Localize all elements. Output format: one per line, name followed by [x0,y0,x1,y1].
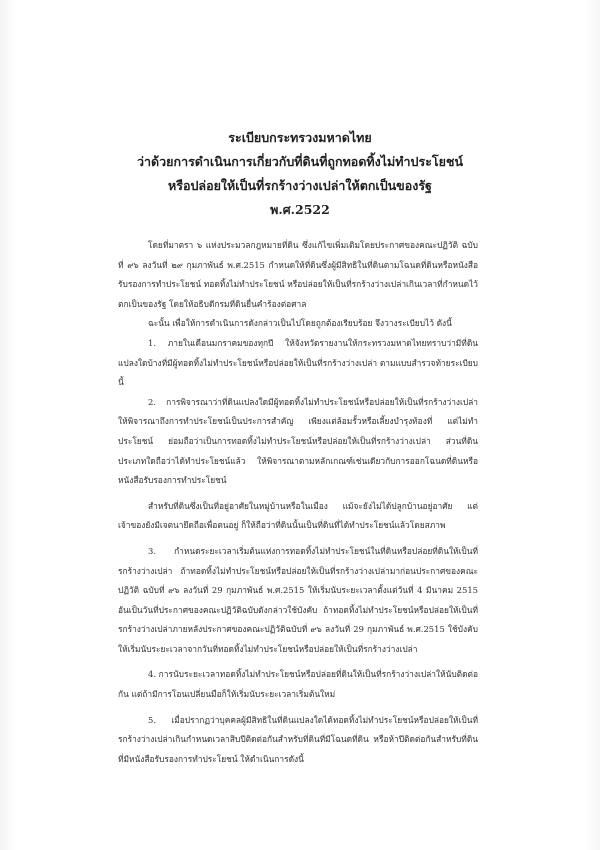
preamble-paragraph: ฉะนั้น เพื่อให้การดำเนินการดังกล่าวเป็นไปโดยถูกต้องเรียบร้อย จึงวางระเบียบไว้ ดังนี้ [148,318,452,329]
regulation-title: ระเบียบกระทรวงมหาดไทย [228,130,372,145]
clause-4: 4. การนับระยะเวลาทอดทิ้งไม่ทำประโยชน์หรือปล่อยที่ดินให้เป็นที่รกร้างว่างเปล่าให้นับติดต่อกัน แต่ถ้ามีการโอนเปลี่ยนมือก็ให้เริ่มนับระยะเวลาเริ่มต้นใหม่ [118,669,478,700]
regulation-year: พ.ศ.2522 [270,202,330,217]
clause-5: 5. เมื่อปรากฏว่าบุคคลผู้มีสิทธิในที่ดินแปลงใดได้ทอดทิ้งไม่ทำประโยชน์หรือปล่อยให้เป็นที่รกร้างว่างเปล่าเกินกำหนดเวลาสิบปีติดต่อกันสำหรับที่ดินที่มีโฉนดที่ดิน หรือห้าปีติดต่อกันสำหรับที่ดินที่มีหนังสือรับรองการทำประโยชน์ ให้ดำเนินการดังนี้ [118,714,478,764]
regulation-subject-line-2: หรือปล่อยให้เป็นที่รกร้างว่างเปล่าให้ตกเป็นของรัฐ [168,178,432,193]
clause-1: 1. ภายในเดือนมกราคมของทุกปี ให้จังหวัดรายงานให้กระทรวงมหาดไทยทราบว่ามีที่ดินแปลงใดบ้างที่มีผู้ทอดทิ้งไม่ทำประโยชน์หรือปล่อยให้เป็นที่รกร้างว่างเปล่า ตามแบบสำรวจท้ายระเบียบนี้ [118,337,478,388]
document-header [0,126,600,222]
clause-3: 3. กำหนดระยะเวลาเริ่มต้นแห่งการทอดทิ้งไม่ทำประโยชน์ในที่ดินหรือปล่อยที่ดินให้เป็นที่รกร้างว่างเปล่า ถ้าทอดทิ้งไม่ทำประโยชน์หรือปล่อยให้เป็นที่รกร้างว่างเปล่ามาก่อนประกาศของคณะปฏิวัติ ฉบับที่ ๙๖ ลงวันที่ 29 กุมภาพันธ์ พ.ศ.2515 ให้เริ่มนับระยะเวลาตั้งแต่วันที่ 4 มีนาคม 2515 อันเป็นวันที่ประกาศของคณะปฏิวัติฉบับดังกล่าวใช้บังคับ ถ้าทอดทิ้งไม่ทำประโยชน์หรือปล่อยให้เป็นที่รกร้างว่างเปล่าภายหลังประกาศของคณะปฏิวัติฉบับที่ ๙๖ ลงวันที่ 29 กุมภาพันธ์ พ.ศ.2515 ใช้บังคับ ให้เริ่มนับระยะเวลาจากวันที่ทอดทิ้งไม่ทำประโยชน์หรือปล่อยให้เป็นที่รกร้างว่างเปล่า [118,545,478,654]
clause-2: 2. การพิจารณาว่าที่ดินแปลงใดมีผู้ทอดทิ้งไม่ทำประโยชน์หรือปล่อยให้เป็นที่รกร้างว่างเปล่า ให้พิจารณาถึงการทำประโยชน์เป็นประการสำคัญ เพียงแต่ล้อมรั้วหรือเลี้ยงบำรุงท้องที่ แต่ไม่ทำประโยชน์ ย่อมถือว่าเป็นการทอดทิ้งไม่ทำประโยชน์หรือปล่อยให้เป็นที่รกร้างว่างเปล่า ส่วนที่ดินประเภทใดถือว่าได้ทำประโยชน์แล้ว ให้พิจารณาตามหลักเกณฑ์เช่นเดียวกับการออกโฉนดที่ดินหรือหนังสือรับรองการทำประโยชน์ [118,396,478,486]
document-body [118,236,478,769]
intro-paragraph: โดยที่มาตรา ๖ แห่งประมวลกฎหมายที่ดิน ซึ่งแก้ไขเพิ่มเติมโดยประกาศของคณะปฏิวัติ ฉบับที่ ๙๖ ลงวันที่ ๒๙ กุมภาพันธ์ พ.ศ.2515 กำหนดให้ที่ดินซึ่งผู้มีสิทธิในที่ดินตามโฉนดที่ดินหรือหนังสือรับรองการทำประโยชน์ ทอดทิ้งไม่ทำประโยชน์ หรือปล่อยให้เป็นที่รกร้างว่างเปล่าเกินเวลาที่กำหนดไว้ ตกเป็นของรัฐ โดยให้อธิบดีกรมที่ดินยื่นคำร้องต่อศาล [118,240,478,309]
clause-2-supplement: สำหรับที่ดินซึ่งเป็นที่อยู่อาศัยในหมู่บ้านหรือในเมือง แม้จะยังไม่ได้ปลูกบ้านอยู่อาศัย แต่เจ้าของยังมีเจตนายึดถือเพื่อตนอยู่ ก็ให้ถือว่าที่ดินนั้นเป็นที่ดินที่ได้ทำประโยชน์แล้วโดยสภาพ [118,500,478,531]
regulation-subject-line-1: ว่าด้วยการดำเนินการเกี่ยวกับที่ดินที่ถูกทอดทิ้งไม่ทำประโยชน์ [137,154,463,169]
